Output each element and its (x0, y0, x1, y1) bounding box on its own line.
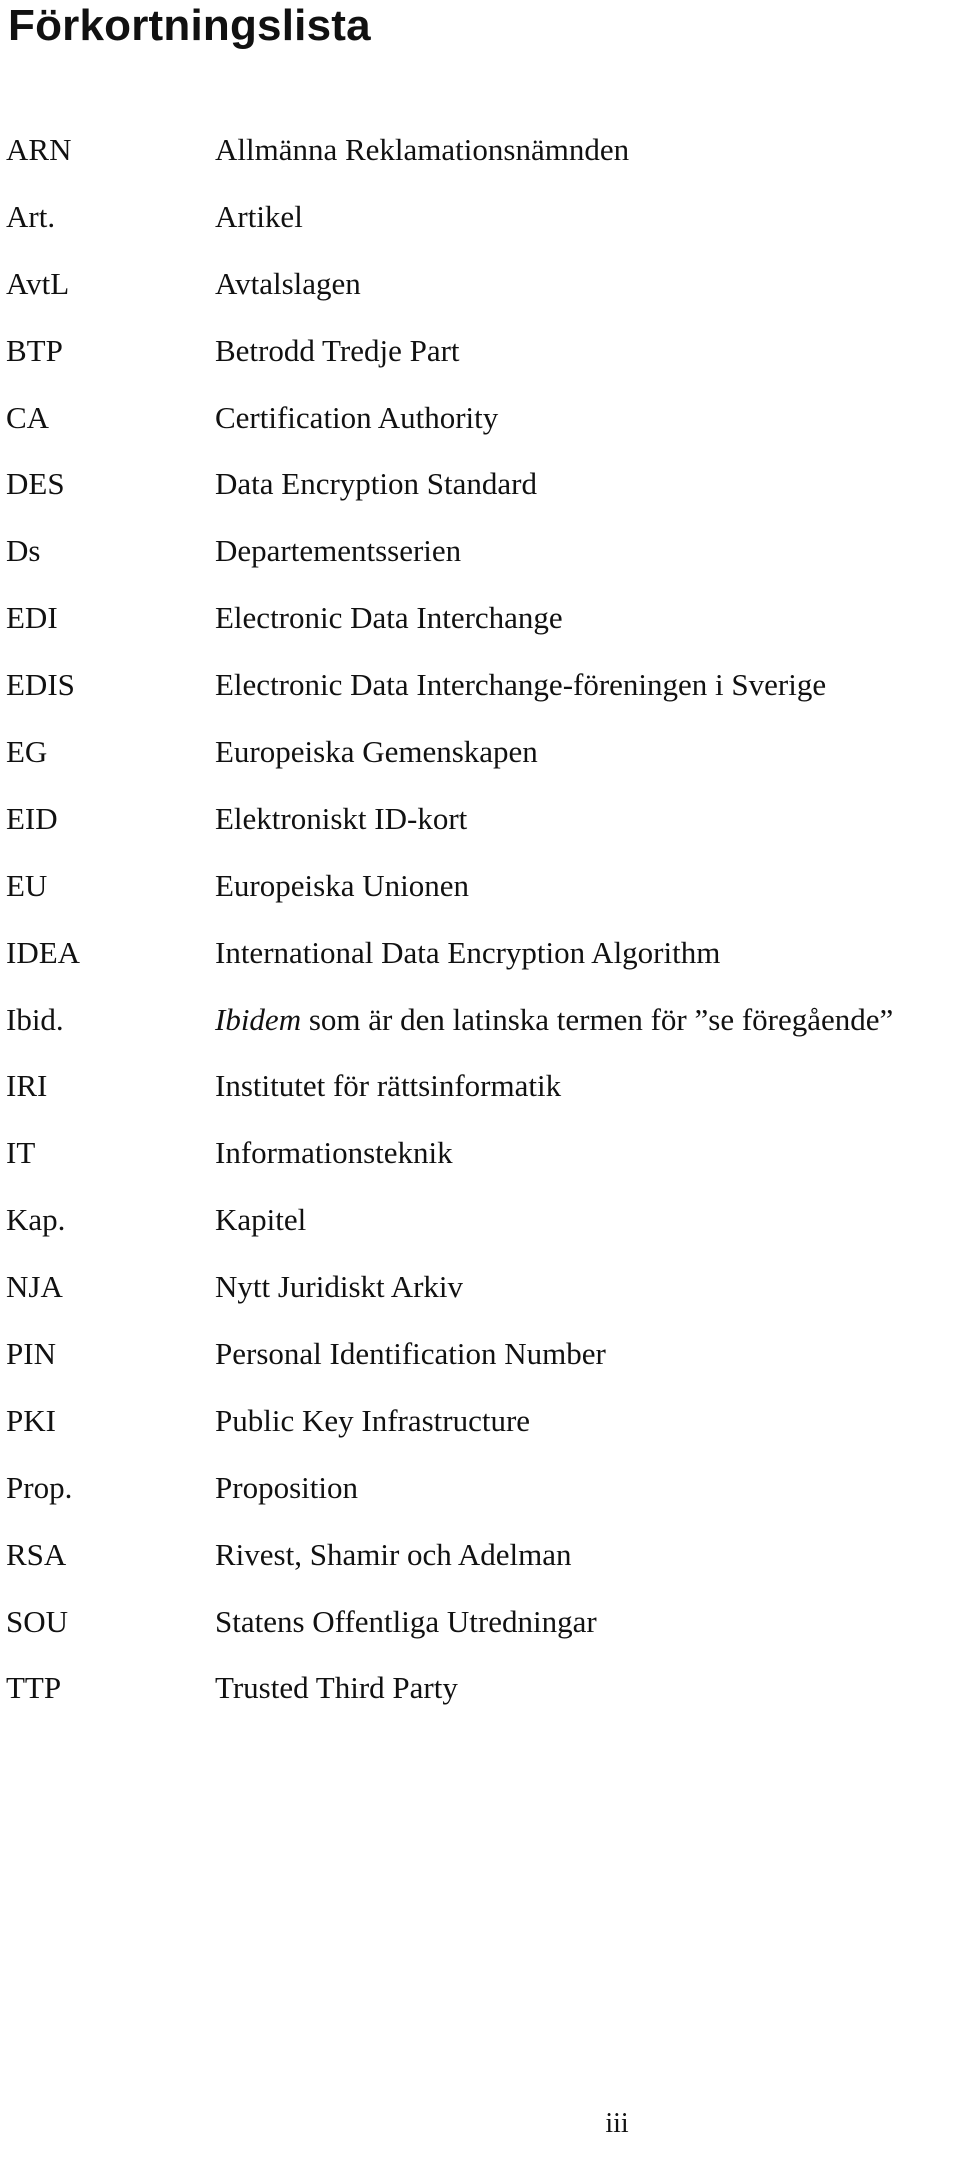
abbreviation-list (0, 130, 960, 1735)
abbreviation-expansion: International Data Encryption Algorithm (215, 934, 721, 970)
abbreviation-row (0, 1602, 960, 1669)
abbreviation: Ibid. (6, 1001, 64, 1037)
abbreviation-row (0, 197, 960, 264)
abbreviation: EG (6, 734, 48, 770)
abbreviation-row (0, 732, 960, 799)
abbreviation-expansion: Proposition (215, 1469, 358, 1505)
abbreviation-expansion: Kapitel (215, 1202, 307, 1238)
abbreviation: AvtL (6, 265, 70, 301)
abbreviation: IT (6, 1135, 36, 1171)
abbreviation-row (0, 866, 960, 933)
abbreviation: Art. (6, 198, 56, 234)
abbreviation-expansion: Informationsteknik (215, 1135, 453, 1171)
abbreviation: Kap. (6, 1202, 66, 1238)
abbreviation: EID (6, 800, 58, 836)
abbreviation-expansion: Elektroniskt ID-kort (215, 800, 468, 836)
abbreviation: PIN (6, 1336, 56, 1372)
abbreviation-row (0, 1468, 960, 1535)
abbreviation: EDIS (6, 667, 75, 703)
abbreviation-expansion: Statens Offentliga Utredningar (215, 1603, 597, 1639)
abbreviation-row (0, 1535, 960, 1602)
abbreviation-expansion (215, 1000, 893, 1040)
abbreviation-expansion: Europeiska Unionen (215, 867, 469, 903)
abbreviation-expansion: Europeiska Gemenskapen (215, 734, 538, 770)
abbreviation-row (0, 398, 960, 465)
italic-term: Ibidem (215, 1001, 302, 1037)
abbreviation: DES (6, 466, 65, 502)
abbreviation-expansion: Electronic Data Interchange (215, 600, 563, 636)
abbreviation-expansion: Public Key Infrastructure (215, 1402, 531, 1438)
abbreviation: IDEA (6, 934, 81, 970)
abbreviation-expansion: Betrodd Tredje Part (215, 332, 460, 368)
abbreviation-row (0, 264, 960, 331)
abbreviation-row (0, 331, 960, 398)
abbreviation: BTP (6, 332, 63, 368)
abbreviation-expansion: Personal Identification Number (215, 1336, 606, 1372)
abbreviation: TTP (6, 1670, 62, 1706)
abbreviation-row (0, 1000, 960, 1067)
abbreviation-row (0, 1200, 960, 1267)
abbreviation-expansion: Certification Authority (215, 399, 499, 435)
abbreviation: PKI (6, 1402, 56, 1438)
abbreviation: EU (6, 867, 48, 903)
page-number: iii (605, 2108, 629, 2139)
abbreviation-row (0, 933, 960, 1000)
abbreviation-row (0, 130, 960, 197)
abbreviation-row (0, 1066, 960, 1133)
abbreviation-row (0, 1401, 960, 1468)
abbreviation-expansion: Data Encryption Standard (215, 466, 537, 502)
abbreviation: NJA (6, 1269, 63, 1305)
abbreviation-row (0, 1668, 960, 1735)
abbreviation-row (0, 1334, 960, 1401)
abbreviation-row (0, 1133, 960, 1200)
abbreviation-expansion: Rivest, Shamir och Adelman (215, 1536, 572, 1572)
abbreviation-row (0, 799, 960, 866)
abbreviation-expansion: Institutet för rättsinformatik (215, 1068, 562, 1104)
abbreviation: SOU (6, 1603, 69, 1639)
abbreviation-expansion: Trusted Third Party (215, 1670, 458, 1706)
abbreviation-expansion: Artikel (215, 198, 303, 234)
abbreviation-expansion: Nytt Juridiskt Arkiv (215, 1269, 464, 1305)
abbreviation: CA (6, 399, 50, 435)
abbreviation-row (0, 665, 960, 732)
abbreviation: EDI (6, 600, 58, 636)
abbreviation-expansion: Avtalslagen (215, 265, 361, 301)
abbreviation: RSA (6, 1536, 67, 1572)
abbreviation-row (0, 531, 960, 598)
abbreviation: ARN (6, 132, 72, 167)
abbreviation: Ds (6, 533, 41, 569)
page-title: Förkortningslista (8, 1, 371, 50)
abbreviation-row (0, 598, 960, 665)
abbreviation: IRI (6, 1068, 48, 1104)
abbreviation-row (0, 464, 960, 531)
expansion-text: som är den latinska termen för ”se föregående” (301, 1001, 894, 1037)
abbreviation-expansion: Departementsserien (215, 533, 462, 569)
abbreviation: Prop. (6, 1469, 73, 1505)
abbreviation-expansion: Electronic Data Interchange-föreningen i Sverige (215, 667, 827, 703)
abbreviation-row (0, 1267, 960, 1334)
abbreviation-expansion: Allmänna Reklamationsnämnden (215, 132, 630, 167)
